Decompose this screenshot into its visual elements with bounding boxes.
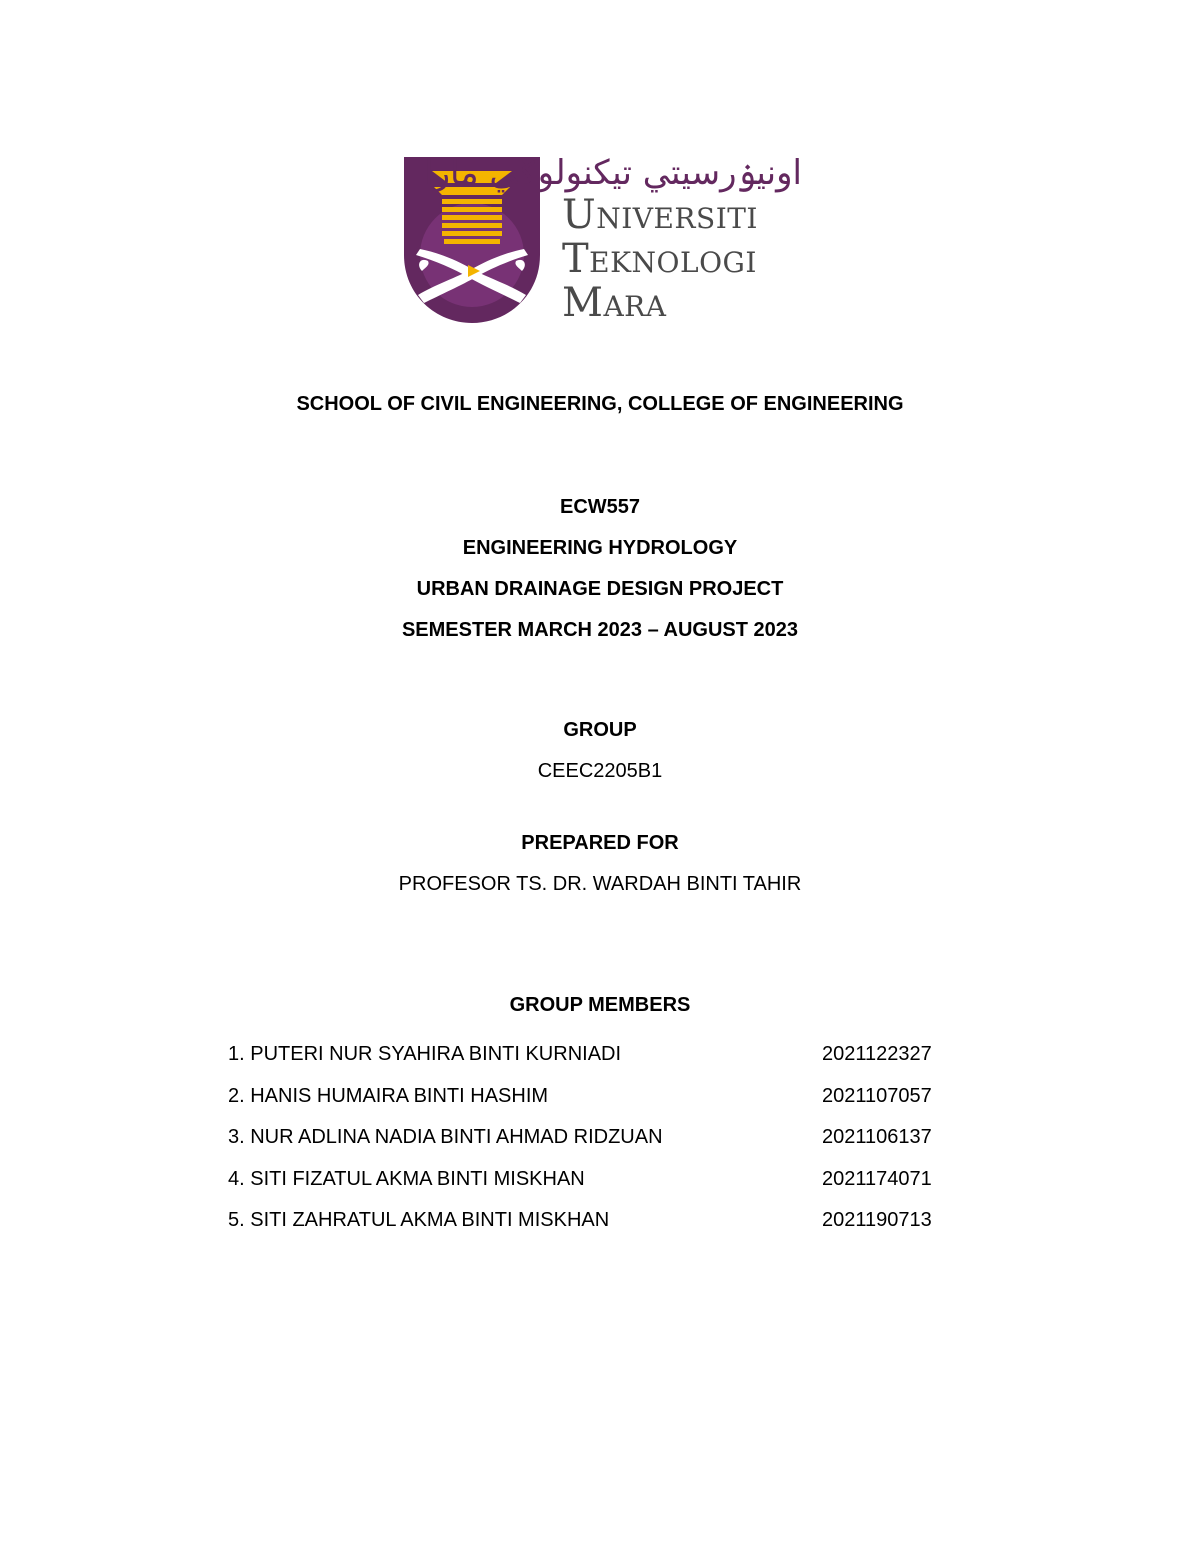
logo-word-universiti: Universiti: [562, 192, 758, 238]
member-row: [228, 1165, 968, 1207]
logo-word-mara: Mara: [562, 280, 667, 326]
prepared-for-heading: PREPARED FOR: [521, 832, 679, 854]
project-title: URBAN DRAINAGE DESIGN PROJECT: [416, 578, 784, 600]
group-value: CEEC2205B1: [537, 760, 663, 782]
school-heading: SCHOOL OF CIVIL ENGINEERING, COLLEGE OF ENGINEERING: [296, 393, 904, 415]
prepared-for-value: PROFESOR TS. DR. WARDAH BINTI TAHIR: [398, 873, 802, 895]
member-name: 2. HANIS HUMAIRA BINTI HASHIM: [228, 1084, 549, 1107]
member-name: 4. SITI FIZATUL AKMA BINTI MISKHAN: [228, 1167, 585, 1190]
semester-line: SEMESTER MARCH 2023 – AUGUST 2023: [401, 619, 799, 641]
member-row: [228, 1123, 968, 1165]
member-id: 2021107057: [822, 1084, 932, 1107]
course-code: ECW557: [559, 496, 641, 518]
member-name: 3. NUR ADLINA NADIA BINTI AHMAD RIDZUAN: [228, 1126, 663, 1148]
members-list: [228, 1040, 968, 1248]
group-heading: GROUP: [563, 719, 637, 741]
member-row: [228, 1082, 968, 1124]
university-logo: [404, 153, 804, 326]
member-id: 2021106137: [822, 1126, 932, 1148]
member-name: 1. PUTERI NUR SYAHIRA BINTI KURNIADI: [228, 1043, 622, 1065]
group-members-heading: GROUP MEMBERS: [509, 994, 691, 1016]
member-id: 2021190713: [822, 1209, 932, 1231]
member-id: 2021122327: [822, 1043, 932, 1065]
logo-word-teknologi: Teknologi: [562, 236, 757, 282]
member-id: 2021174071: [822, 1167, 932, 1190]
member-name: 5. SITI ZAHRATUL AKMA BINTI MISKHAN: [228, 1209, 610, 1231]
member-row: [228, 1206, 968, 1248]
member-row: [228, 1040, 968, 1082]
course-name: ENGINEERING HYDROLOGY: [462, 537, 738, 559]
logo-jawi-text: اونيۏرسيتي تيكنولوݢي مارا: [424, 153, 802, 193]
